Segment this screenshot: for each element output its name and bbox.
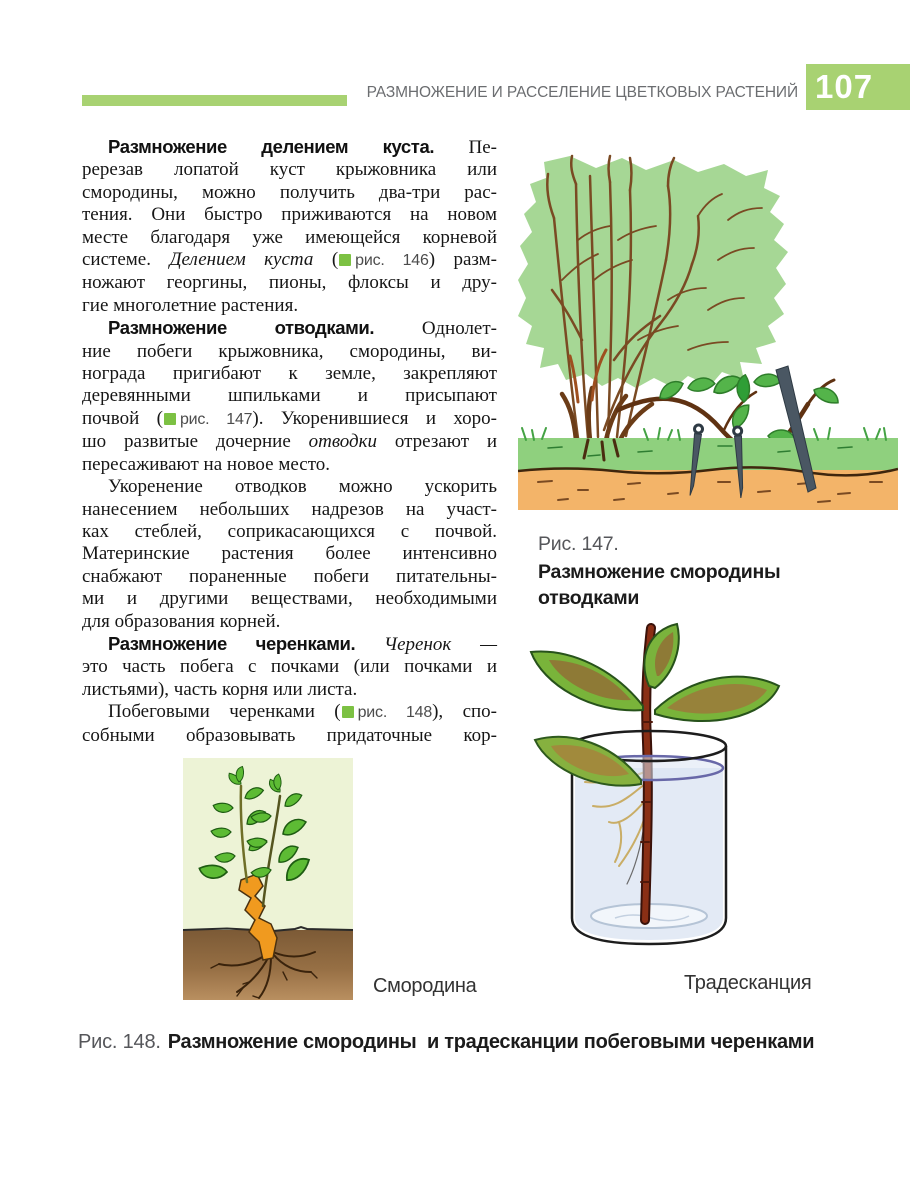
body-text: ), спо-	[432, 701, 497, 723]
text-line	[82, 408, 497, 431]
inline-heading: Размножение отводками.	[108, 317, 375, 339]
running-head: РАЗМНОЖЕНИЕ И РАССЕЛЕНИЕ ЦВЕТКОВЫХ РАСТЕНИЙ	[366, 84, 798, 101]
body-text: месте благодаря уже имеющейся корневой	[82, 226, 497, 248]
fig147-title: Размножение смородины отводками	[538, 561, 781, 609]
body-text: Черенок —	[384, 633, 497, 655]
text-line	[82, 385, 497, 407]
label-currant: Смородина	[373, 975, 477, 997]
body-text: гие многолетние растения.	[82, 294, 299, 316]
body-text: пересаживают на новое место.	[82, 453, 330, 475]
body-text: отрезают и	[377, 431, 497, 453]
body-text: ми и другими веществами, необходимыми	[82, 588, 497, 610]
text-line	[82, 227, 497, 249]
text-line	[82, 182, 497, 204]
body-text: (	[313, 249, 339, 271]
body-text: ние побеги крыжовника, смородины, ви-	[82, 340, 497, 362]
shoot-leaves	[657, 370, 841, 448]
text-line	[82, 633, 497, 656]
body-text: системе.	[82, 249, 170, 271]
fig147-layering-illustration	[518, 140, 898, 510]
text-line	[82, 679, 497, 701]
text-line	[82, 295, 497, 317]
body-text: листьями), часть корня или листа.	[82, 678, 358, 700]
body-text: нограда пригибают к земле, закрепляют	[82, 363, 497, 385]
body-text: ). Укоренившиеся и хоро-	[252, 407, 498, 429]
article-text	[82, 136, 497, 747]
body-text: собными образовывать придаточные кор-	[82, 724, 497, 746]
body-text: ререзав лопатой куст крыжовника или	[82, 159, 497, 181]
body-text: ножают георгины, пионы, флоксы и дру-	[82, 272, 497, 294]
text-line	[82, 566, 497, 588]
body-text: для образования корней.	[82, 610, 281, 632]
text-line	[82, 159, 497, 181]
body-text: это часть побега с почками (или почками и	[82, 656, 497, 678]
text-line	[82, 543, 497, 565]
fig148-label: Рис. 148.	[78, 1031, 161, 1053]
text-line	[82, 499, 497, 521]
header-rule	[82, 95, 347, 106]
text-line	[82, 725, 497, 747]
text-line	[82, 656, 497, 678]
fig148-caption	[78, 1031, 814, 1054]
inline-heading: Размножение черенками.	[108, 632, 356, 654]
figure-ref-square-icon	[164, 413, 176, 425]
fig148-currant-illustration	[183, 758, 353, 1000]
body-text: тения. Они быстро приживаются на новом	[82, 204, 497, 226]
body-text: почвой (	[82, 407, 163, 429]
body-text	[355, 634, 384, 655]
figure-ref-square-icon	[342, 706, 354, 718]
text-line	[82, 363, 497, 385]
body-text: отводки	[308, 431, 378, 453]
text-line	[82, 272, 497, 294]
text-line	[82, 136, 497, 159]
page-number: 107	[815, 68, 874, 105]
body-text: Пе-	[434, 137, 497, 158]
body-text: Делением куста	[169, 249, 314, 271]
text-line	[82, 588, 497, 610]
figure-ref-text: рис. 148	[357, 704, 433, 722]
body-text: Укоренение отводков можно ускорить	[108, 476, 497, 498]
text-line	[82, 701, 497, 724]
page-number-badge	[806, 64, 910, 110]
text-line	[82, 341, 497, 363]
figure-ref-text: рис. 147	[179, 410, 253, 428]
body-text: Однолет-	[374, 318, 497, 340]
text-line	[82, 476, 497, 498]
text-line	[82, 431, 497, 453]
fig148-tradescantia-illustration	[523, 622, 785, 954]
body-text: ) разм-	[428, 249, 497, 271]
body-text: смородины, можно получить два-три рас-	[82, 181, 497, 203]
body-text: снабжают пораненные побеги питательны-	[82, 565, 497, 587]
body-text: нанесением небольших надрезов на участ-	[82, 498, 497, 520]
text-line	[82, 249, 497, 272]
text-line	[82, 611, 497, 633]
body-text: шо развитые дочерние	[82, 431, 309, 453]
body-text: Побеговыми черенками (	[108, 701, 341, 723]
body-text: Материнские растения более интенсивно	[82, 543, 497, 565]
fig147-caption	[538, 533, 798, 611]
text-line	[82, 204, 497, 226]
grass-strip	[518, 438, 898, 470]
figure-ref-text: рис. 146	[355, 252, 429, 270]
label-tradescantia: Традесканция	[684, 972, 812, 994]
body-text: ках стеблей, соприкасающихся с почвой.	[82, 520, 497, 542]
fig148-title: Размножение смородины и традесканции побеговыми черенками	[167, 1031, 815, 1053]
text-line	[82, 317, 497, 340]
body-text: деревянными шпильками и присыпают	[82, 385, 497, 407]
text-line	[82, 454, 497, 476]
fig147-label: Рис. 147.	[538, 533, 619, 555]
inline-heading: Размножение делением куста.	[108, 136, 435, 157]
text-line	[82, 521, 497, 543]
figure-ref-square-icon	[339, 254, 351, 266]
